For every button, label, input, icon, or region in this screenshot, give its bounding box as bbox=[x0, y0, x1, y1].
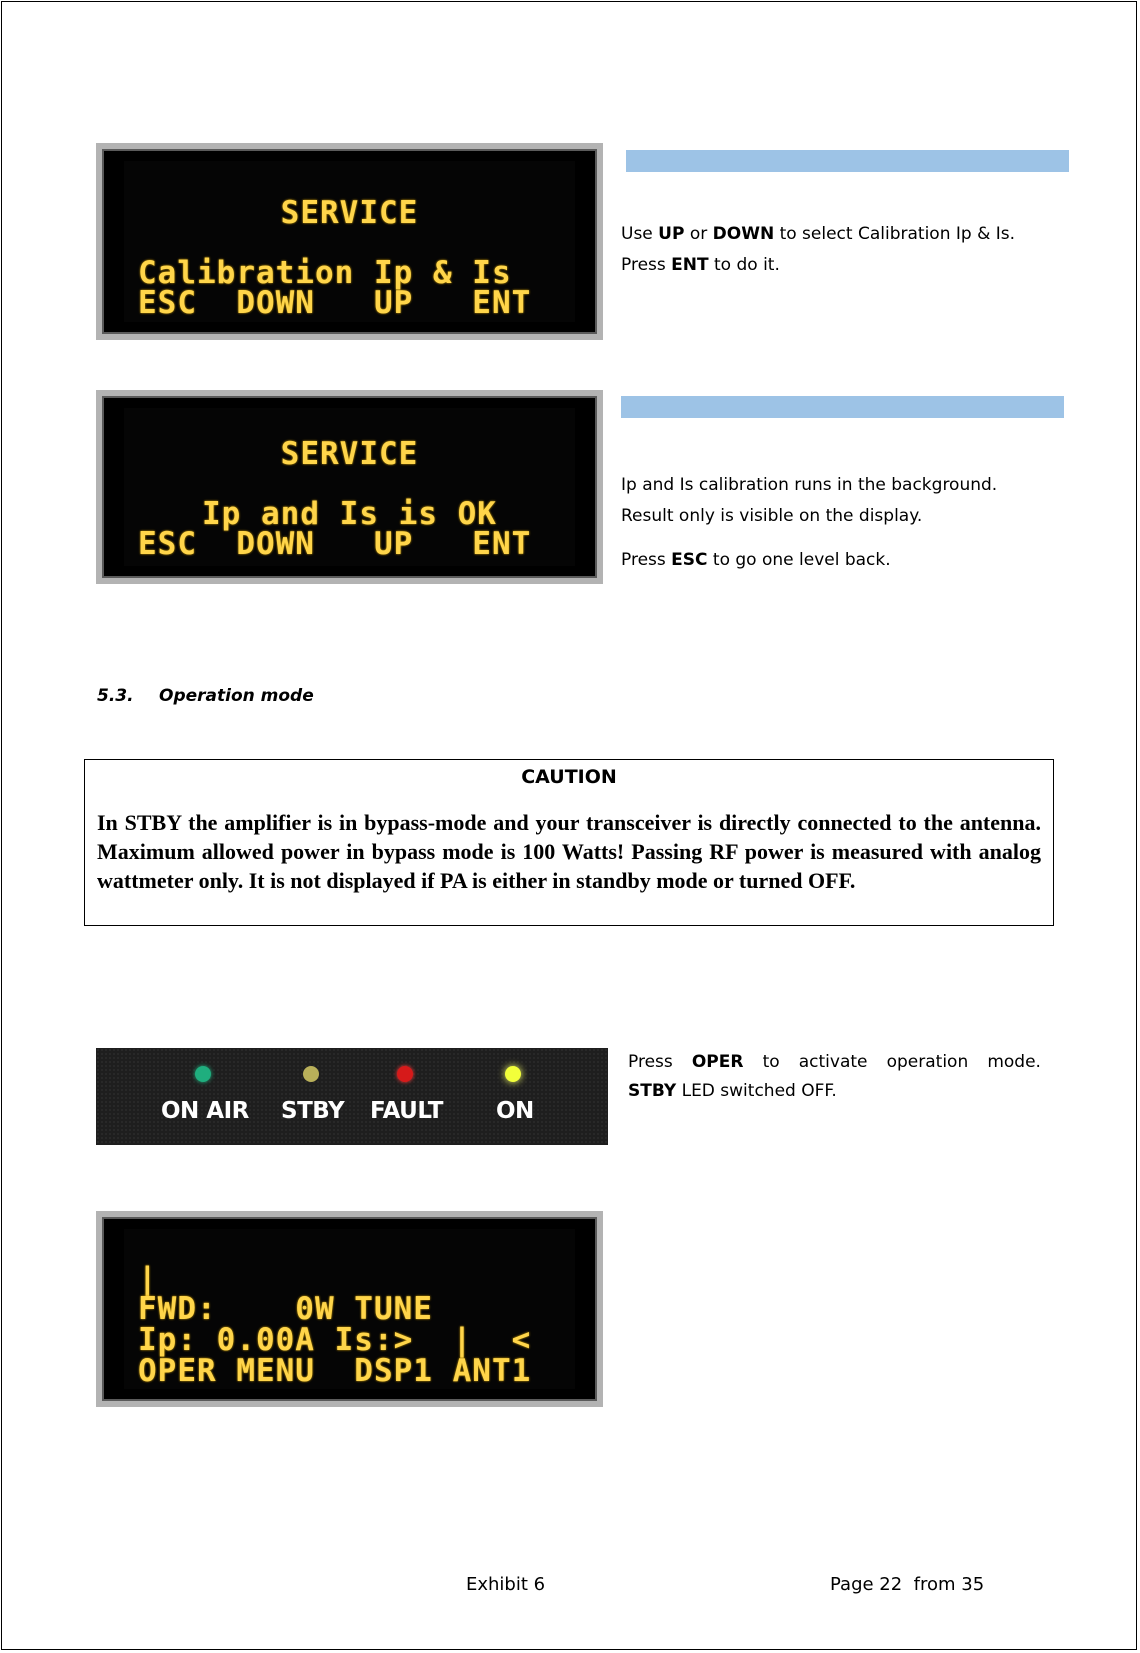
section-heading bbox=[97, 686, 314, 706]
lcd-line-softkeys: ESC DOWN UP ENT bbox=[138, 285, 532, 321]
text-line: Press ESC to go one level back. bbox=[621, 550, 891, 570]
led-label-stby: STBY bbox=[281, 1098, 345, 1124]
lcd-line-softkeys: ESC DOWN UP ENT bbox=[138, 526, 532, 562]
lcd-screen bbox=[124, 1229, 575, 1389]
highlight-bar bbox=[621, 396, 1064, 418]
caution-title: CAUTION bbox=[521, 766, 617, 788]
led-on-indicator bbox=[505, 1066, 521, 1082]
caution-box bbox=[84, 759, 1054, 926]
calibration-result-text bbox=[621, 470, 1071, 576]
calibration-instructions bbox=[621, 219, 1061, 281]
lcd-display-calibration-ok bbox=[96, 390, 603, 584]
led-label-fault: FAULT bbox=[370, 1098, 443, 1124]
highlight-bar bbox=[626, 150, 1069, 172]
front-panel-leds bbox=[96, 1048, 608, 1145]
lcd-line-menu-item: Calibration Ip & Is bbox=[138, 255, 512, 291]
lcd-line-forward-power: FWD: 0W TUNE bbox=[138, 1291, 433, 1327]
footer-exhibit: Exhibit 6 bbox=[466, 1574, 546, 1595]
word: operation bbox=[886, 1052, 969, 1072]
led-fault-indicator bbox=[397, 1066, 413, 1082]
lcd-line-softkeys: OPER MENU DSP1 ANT1 bbox=[138, 1353, 532, 1389]
led-label-on-air: ON AIR bbox=[161, 1098, 249, 1124]
word: activate bbox=[798, 1052, 868, 1072]
section-title: Operation mode bbox=[159, 686, 314, 706]
instruction-line: Use UP or DOWN to select Calibration Ip & Is. bbox=[621, 224, 1016, 244]
section-number: 5.3. bbox=[97, 686, 134, 706]
lcd-screen bbox=[124, 408, 575, 566]
led-stby-indicator bbox=[303, 1066, 319, 1082]
text-line: Result only is visible on the display. bbox=[621, 506, 923, 526]
word: Press bbox=[628, 1052, 673, 1072]
caution-body: In STBY the amplifier is in bypass-mode and your transceiver is directly connected to the antenna. Maximum allowed power in bypass mode is 100 Watts! Passing RF power is measured with analog wattmeter only. It is not displayed if PA is either in standby mode or turned OFF. bbox=[97, 810, 1041, 893]
footer-page-number: Page 22 from 35 bbox=[830, 1574, 985, 1595]
lcd-line-title: SERVICE bbox=[280, 436, 419, 472]
text-line bbox=[628, 1048, 1041, 1077]
lcd-line-current: Ip: 0.00A Is:> | < bbox=[138, 1322, 532, 1358]
lcd-line-bar: | bbox=[138, 1261, 158, 1297]
lcd-display-operation bbox=[96, 1211, 603, 1407]
text-line: Ip and Is calibration runs in the background. bbox=[621, 475, 998, 495]
operation-instructions bbox=[628, 1048, 1041, 1106]
lcd-screen bbox=[124, 161, 575, 322]
led-on-air-indicator bbox=[195, 1066, 211, 1082]
lcd-line-title: SERVICE bbox=[280, 195, 419, 231]
led-label-on: ON bbox=[496, 1098, 534, 1124]
text-line: STBY LED switched OFF. bbox=[628, 1081, 837, 1101]
word: mode. bbox=[987, 1052, 1041, 1072]
lcd-line-result: Ip and Is is OK bbox=[202, 496, 497, 532]
word: OPER bbox=[691, 1052, 744, 1072]
lcd-display-calibration bbox=[96, 143, 603, 340]
word: to bbox=[762, 1052, 780, 1072]
instruction-line: Press ENT to do it. bbox=[621, 255, 780, 275]
